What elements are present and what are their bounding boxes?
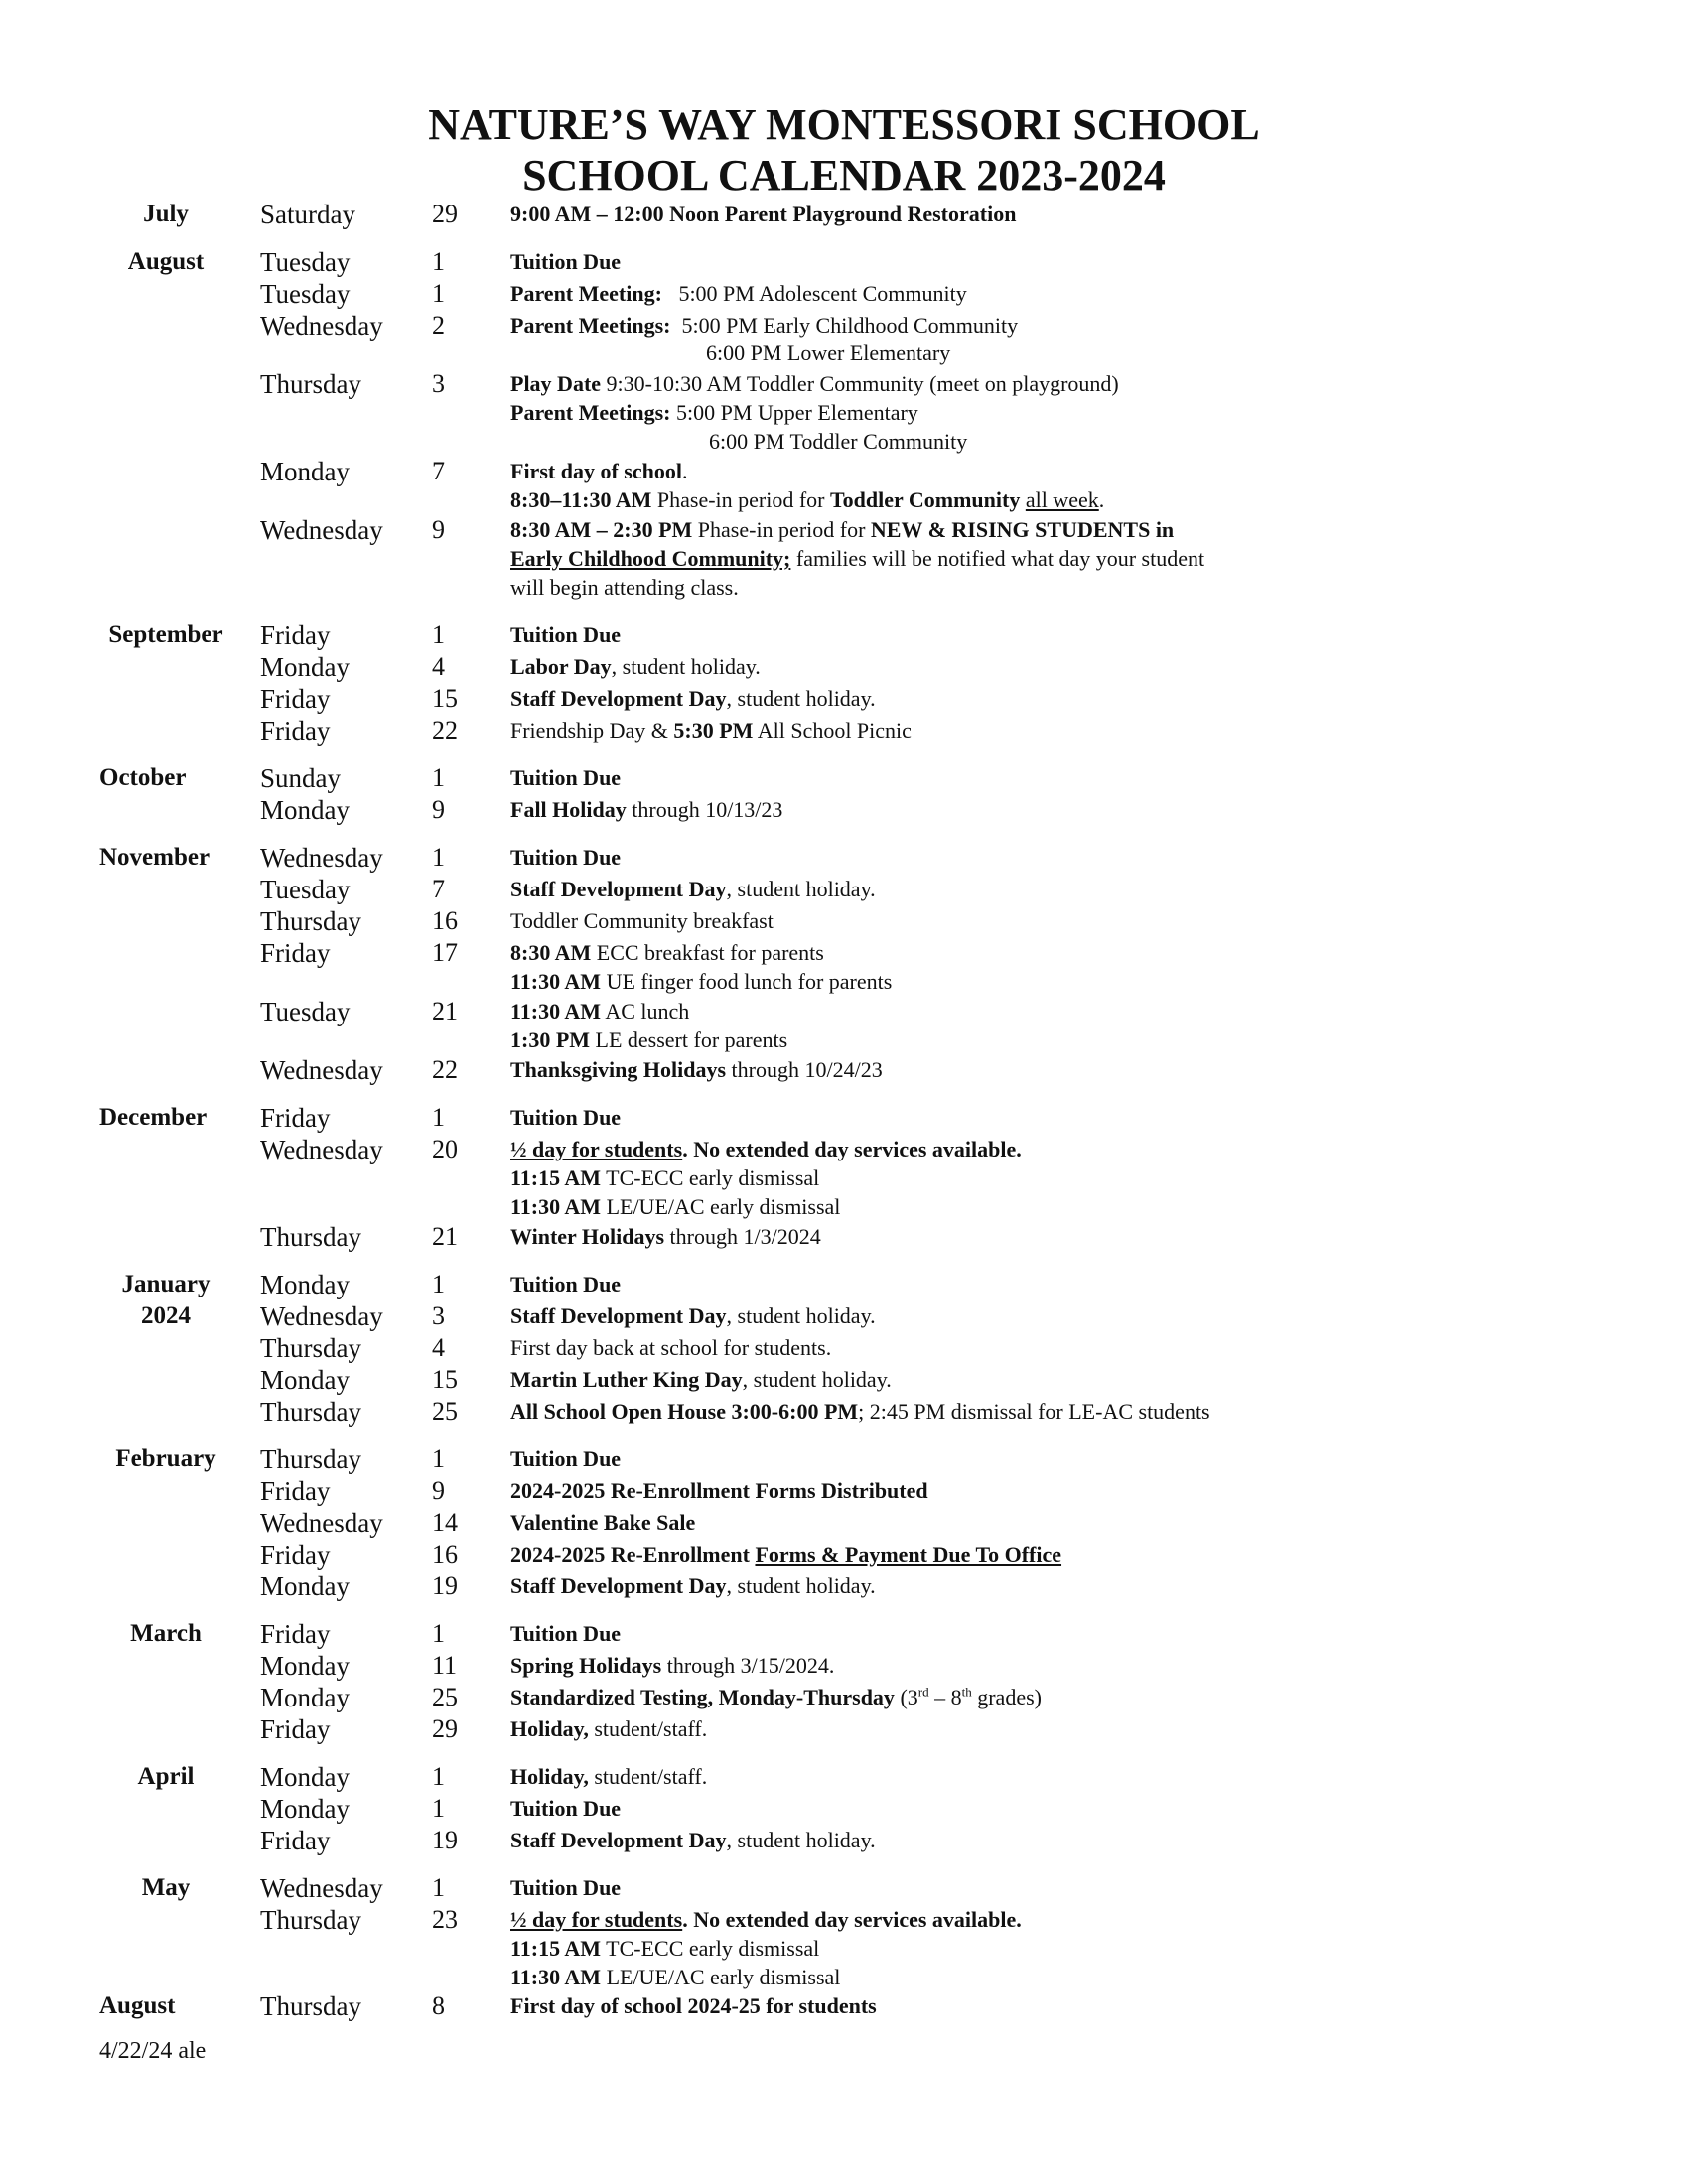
calendar-row <box>0 843 1688 873</box>
event-text <box>510 427 967 457</box>
event-detail-underlined: Early Childhood Community; <box>510 546 791 571</box>
event-detail: (3 <box>894 1685 918 1709</box>
day-name: Monday <box>260 1683 350 1712</box>
event-text <box>510 1683 1042 1712</box>
day-name: Monday <box>260 795 350 825</box>
day-number: 11 <box>432 1651 458 1680</box>
event-detail: 9:30-10:30 AM Toddler Community (meet on playground) <box>601 371 1119 396</box>
calendar-row <box>0 1135 1688 1164</box>
day-name: Monday <box>260 457 350 486</box>
day-name: Friday <box>260 1619 331 1649</box>
calendar-row <box>0 997 1688 1026</box>
event-detail: UE finger food lunch for parents <box>601 969 893 994</box>
event-label: Labor Day <box>510 654 612 679</box>
event-detail-bold: NEW & RISING STUDENTS in <box>870 517 1175 542</box>
event-time: 11:30 AM <box>510 969 602 994</box>
day-name: Wednesday <box>260 311 383 341</box>
event-detail-bold: Toddler Community <box>830 487 1021 512</box>
day-name: Wednesday <box>260 1301 383 1331</box>
event-text <box>510 716 912 746</box>
month-year-label: 2024 <box>141 1302 191 1329</box>
event-label: Holiday, <box>510 1764 589 1789</box>
day-name: Sunday <box>260 763 341 793</box>
event-label: Staff Development Day <box>510 1573 727 1598</box>
event-detail: student/staff. <box>588 1764 708 1789</box>
calendar-row <box>0 938 1688 968</box>
event-label: Winter Holidays <box>510 1224 665 1249</box>
event-detail: 6:00 PM Toddler Community <box>709 429 968 454</box>
event-detail: through 3/15/2024. <box>661 1653 835 1678</box>
day-name: Wednesday <box>260 843 383 873</box>
event-label: First day of school <box>510 459 682 483</box>
event-detail: ECC breakfast for parents <box>591 940 824 965</box>
event-text <box>510 544 1204 574</box>
calendar-row-continued <box>0 573 1688 603</box>
day-number: 15 <box>432 1365 458 1394</box>
event-text: Tuition Due <box>510 249 622 274</box>
event-time: 8:30 AM <box>510 940 592 965</box>
month-label: September <box>108 621 223 648</box>
day-name: Friday <box>260 716 331 746</box>
calendar-row-continued <box>0 1192 1688 1222</box>
day-name: Saturday <box>260 200 355 229</box>
day-name: Tuesday <box>260 997 351 1026</box>
event-text: will begin attending class. <box>510 575 739 600</box>
event-label: Spring Holidays <box>510 1653 662 1678</box>
event-detail: grades) <box>971 1685 1042 1709</box>
event-time: 11:30 AM <box>510 1965 602 1989</box>
day-name: Tuesday <box>260 875 351 904</box>
event-text: Tuition Due <box>510 1621 622 1646</box>
event-text: Valentine Bake Sale <box>510 1510 696 1535</box>
event-detail: 6:00 PM Lower Elementary <box>706 341 951 365</box>
day-number: 7 <box>432 875 445 903</box>
day-name: Wednesday <box>260 1508 383 1538</box>
month-label: May <box>141 1874 191 1901</box>
event-label: Standardized Testing, Monday-Thursday <box>510 1685 895 1709</box>
event-time: 11:30 AM <box>510 999 602 1024</box>
page-subtitle: SCHOOL CALENDAR 2023-2024 <box>522 151 1166 200</box>
day-number: 22 <box>432 716 458 745</box>
day-number: 23 <box>432 1905 458 1934</box>
calendar-row <box>0 1873 1688 1903</box>
calendar-row <box>0 279 1688 309</box>
event-label: All School Open House 3:00-6:00 PM <box>510 1399 859 1424</box>
page-title: NATURE’S WAY MONTESSORI SCHOOL <box>428 100 1260 149</box>
calendar-row <box>0 763 1688 793</box>
event-time: 5:30 PM <box>673 718 754 743</box>
day-name: Thursday <box>260 1222 361 1252</box>
event-text <box>510 1222 821 1252</box>
event-label: Staff Development Day <box>510 686 727 711</box>
day-name: Monday <box>260 1571 350 1601</box>
event-detail-underlined: ½ day for students <box>510 1137 683 1161</box>
event-text <box>510 1714 707 1744</box>
day-number: 1 <box>432 843 445 872</box>
event-text: Tuition Due <box>510 1796 622 1821</box>
event-detail: , student holiday. <box>742 1367 892 1392</box>
event-detail: . <box>681 459 688 483</box>
event-text <box>510 1826 876 1855</box>
day-number: 1 <box>432 279 445 308</box>
event-detail: families will be notified what day your student <box>790 546 1205 571</box>
event-detail: , student holiday. <box>726 877 876 901</box>
calendar-row <box>0 906 1688 936</box>
event-detail-underlined: ½ day for students <box>510 1907 683 1932</box>
calendar-row <box>0 620 1688 650</box>
calendar-row-continued <box>0 339 1688 368</box>
calendar-row <box>0 311 1688 341</box>
calendar-row <box>0 1476 1688 1506</box>
event-text <box>510 1163 819 1193</box>
calendar-row <box>0 1905 1688 1935</box>
event-text <box>510 652 761 682</box>
event-label: Parent Meetings: <box>510 313 671 338</box>
calendar-row <box>0 1619 1688 1649</box>
day-number: 20 <box>432 1135 458 1163</box>
month-label: April <box>137 1763 195 1790</box>
event-time: 8:30 AM – 2:30 PM <box>510 517 693 542</box>
day-number: 9 <box>432 1476 445 1505</box>
event-text: 2024-2025 Re-Enrollment Forms Distributed <box>510 1478 928 1503</box>
event-detail: through 10/24/23 <box>726 1057 883 1082</box>
event-detail: TC-ECC early dismissal <box>601 1936 820 1961</box>
calendar-row <box>0 795 1688 825</box>
calendar-row <box>0 1794 1688 1824</box>
event-detail: Phase-in period for <box>692 517 871 542</box>
event-label: Thanksgiving Holidays <box>510 1057 727 1082</box>
month-label: October <box>99 764 187 791</box>
day-name: Monday <box>260 1365 350 1395</box>
event-text <box>510 1905 1022 1935</box>
calendar-row <box>0 1301 1688 1331</box>
event-detail: through 1/3/2024 <box>664 1224 821 1249</box>
event-text <box>510 1397 1210 1427</box>
event-text: Tuition Due <box>510 1105 622 1130</box>
calendar-row-continued <box>0 485 1688 515</box>
day-name: Wednesday <box>260 1873 383 1903</box>
day-number: 9 <box>432 515 445 544</box>
event-time: 11:15 AM <box>510 1936 602 1961</box>
calendar-row <box>0 515 1688 545</box>
day-number: 17 <box>432 938 458 967</box>
event-text: Tuition Due <box>510 845 622 870</box>
calendar-row-continued <box>0 1025 1688 1055</box>
event-text: Tuition Due <box>510 1272 622 1297</box>
day-name: Thursday <box>260 1397 361 1427</box>
day-name: Friday <box>260 1103 331 1133</box>
day-number: 1 <box>432 1794 445 1823</box>
calendar-row <box>0 1222 1688 1252</box>
calendar-row <box>0 1991 1688 2021</box>
day-name: Monday <box>260 1651 350 1681</box>
calendar-row <box>0 1365 1688 1395</box>
day-number: 3 <box>432 369 445 398</box>
day-name: Monday <box>260 1762 350 1792</box>
event-detail: . No extended day services available. <box>682 1907 1022 1932</box>
day-name: Friday <box>260 1826 331 1855</box>
event-detail: , student holiday. <box>726 1303 876 1328</box>
day-number: 16 <box>432 906 458 935</box>
event-text <box>510 1540 1061 1570</box>
day-name: Monday <box>260 652 350 682</box>
event-label: Holiday, <box>510 1716 589 1741</box>
calendar-row-continued <box>0 398 1688 428</box>
day-number: 29 <box>432 1714 458 1743</box>
calendar-row <box>0 875 1688 904</box>
day-number: 4 <box>432 1333 445 1362</box>
event-detail: , student holiday. <box>726 1828 876 1852</box>
day-number: 21 <box>432 997 458 1025</box>
calendar-row <box>0 1397 1688 1427</box>
day-number: 9 <box>432 795 445 824</box>
month-label: February <box>115 1445 216 1472</box>
calendar-row <box>0 1103 1688 1133</box>
day-name: Tuesday <box>260 247 351 277</box>
calendar-row <box>0 1571 1688 1601</box>
day-number: 1 <box>432 1103 445 1132</box>
event-text <box>510 684 876 714</box>
day-name: Thursday <box>260 1991 361 2021</box>
event-label: Parent Meetings: <box>510 400 671 425</box>
calendar-row <box>0 457 1688 486</box>
event-detail: AC lunch <box>601 999 690 1024</box>
day-number: 1 <box>432 620 445 649</box>
calendar-row <box>0 1762 1688 1792</box>
event-detail: , student holiday. <box>611 654 761 679</box>
event-time: 11:15 AM <box>510 1165 602 1190</box>
day-number: 4 <box>432 652 445 681</box>
day-number: 16 <box>432 1540 458 1569</box>
calendar-row <box>0 1444 1688 1474</box>
event-text <box>510 795 782 825</box>
event-text <box>510 515 1174 545</box>
event-detail: 5:00 PM Early Childhood Community <box>681 313 1019 338</box>
day-name: Wednesday <box>260 515 383 545</box>
event-text: First day back at school for students. <box>510 1335 832 1360</box>
event-text: Toddler Community breakfast <box>510 908 774 933</box>
event-text <box>510 1055 883 1085</box>
event-detail-underlined: all week <box>1025 487 1099 512</box>
calendar-row-continued <box>0 544 1688 574</box>
event-text <box>510 1571 876 1601</box>
event-time: 8:30–11:30 AM <box>510 487 652 512</box>
calendar-row-continued <box>0 427 1688 457</box>
day-number: 15 <box>432 684 458 713</box>
event-text <box>510 1651 834 1681</box>
event-text <box>510 311 1018 341</box>
day-number: 7 <box>432 457 445 485</box>
day-number: 19 <box>432 1826 458 1854</box>
event-detail: – 8 <box>928 1685 962 1709</box>
event-detail: through 10/13/23 <box>626 797 783 822</box>
event-detail: , student holiday. <box>726 1573 876 1598</box>
calendar-row-continued <box>0 967 1688 997</box>
day-number: 1 <box>432 1270 445 1298</box>
event-label: Martin Luther King Day <box>510 1367 743 1392</box>
day-number: 1 <box>432 763 445 792</box>
event-label: Staff Development Day <box>510 1303 727 1328</box>
calendar-row-continued <box>0 1963 1688 1992</box>
day-name: Friday <box>260 1714 331 1744</box>
event-label: Parent Meeting: <box>510 281 662 306</box>
day-name: Friday <box>260 684 331 714</box>
event-time: 11:30 AM <box>510 1194 602 1219</box>
revision-note: 4/22/24 ale <box>99 2038 207 2064</box>
event-text: Tuition Due <box>510 1446 622 1471</box>
event-text <box>510 1365 892 1395</box>
event-text <box>510 997 689 1026</box>
day-number: 29 <box>432 200 458 228</box>
day-number: 14 <box>432 1508 458 1537</box>
calendar-row <box>0 1270 1688 1299</box>
day-number: 25 <box>432 1397 458 1426</box>
calendar-row <box>0 1540 1688 1570</box>
day-name: Wednesday <box>260 1055 383 1085</box>
day-name: Monday <box>260 1270 350 1299</box>
event-detail: LE/UE/AC early dismissal <box>601 1194 841 1219</box>
event-label: Staff Development Day <box>510 1828 727 1852</box>
calendar-row <box>0 1826 1688 1855</box>
event-text <box>510 1025 787 1055</box>
event-detail-underlined: Forms & Payment Due To Office <box>755 1542 1062 1567</box>
month-label: December <box>99 1104 208 1131</box>
day-name: Thursday <box>260 906 361 936</box>
day-number: 19 <box>432 1571 458 1600</box>
calendar-row <box>0 247 1688 277</box>
event-text <box>510 485 1104 515</box>
event-detail: 5:00 PM Adolescent Community <box>678 281 967 306</box>
event-text <box>510 1762 707 1792</box>
event-text <box>510 938 824 968</box>
day-number: 1 <box>432 1444 445 1473</box>
event-detail: , student holiday. <box>726 686 876 711</box>
event-text <box>510 1192 840 1222</box>
event-text <box>510 1301 876 1331</box>
calendar-row <box>0 1683 1688 1712</box>
day-number: 2 <box>432 311 445 340</box>
event-label: Staff Development Day <box>510 877 727 901</box>
month-label: August <box>99 1992 176 2019</box>
calendar-row <box>0 369 1688 399</box>
event-label: Play Date <box>510 371 602 396</box>
event-detail: 2024-2025 Re-Enrollment <box>510 1542 756 1567</box>
event-detail: LE/UE/AC early dismissal <box>601 1965 841 1989</box>
day-number: 1 <box>432 1762 445 1791</box>
ordinal-suffix: th <box>961 1684 972 1700</box>
event-text <box>510 1135 1022 1164</box>
event-label: Fall Holiday <box>510 797 627 822</box>
calendar-row <box>0 1651 1688 1681</box>
event-detail: All School Picnic <box>753 718 912 743</box>
event-detail: ; 2:45 PM dismissal for LE-AC students <box>858 1399 1210 1424</box>
month-label: March <box>130 1620 202 1647</box>
event-text <box>510 1934 819 1964</box>
day-name: Thursday <box>260 1333 361 1363</box>
month-label: November <box>99 844 211 871</box>
calendar-row-continued <box>0 1163 1688 1193</box>
month-label: July <box>143 201 189 227</box>
day-number: 22 <box>432 1055 458 1084</box>
day-number: 8 <box>432 1991 445 2020</box>
day-name: Friday <box>260 620 331 650</box>
event-text: First day of school 2024-25 for students <box>510 1993 877 2018</box>
event-text <box>510 875 876 904</box>
day-number: 1 <box>432 247 445 276</box>
event-detail: student/staff. <box>588 1716 708 1741</box>
event-detail: . <box>1098 487 1105 512</box>
calendar-row <box>0 1333 1688 1363</box>
event-text <box>510 457 687 486</box>
event-detail: Phase-in period for <box>651 487 831 512</box>
event-text <box>510 279 967 309</box>
event-text: 9:00 AM – 12:00 Noon Parent Playground Restoration <box>510 202 1017 226</box>
event-time: 1:30 PM <box>510 1027 591 1052</box>
event-detail: Friendship Day & <box>510 718 674 743</box>
day-name: Friday <box>260 1540 331 1570</box>
event-text <box>510 369 1119 399</box>
event-text: Tuition Due <box>510 1875 622 1900</box>
day-number: 3 <box>432 1301 445 1330</box>
event-text: Tuition Due <box>510 765 622 790</box>
calendar-row <box>0 652 1688 682</box>
event-text <box>510 967 892 997</box>
event-detail: . No extended day services available. <box>682 1137 1022 1161</box>
calendar-row-continued <box>0 1934 1688 1964</box>
day-number: 21 <box>432 1222 458 1251</box>
day-number: 1 <box>432 1619 445 1648</box>
event-text <box>510 398 918 428</box>
day-name: Monday <box>260 1794 350 1824</box>
calendar-row <box>0 716 1688 746</box>
event-text <box>510 339 950 368</box>
month-label: August <box>127 248 205 275</box>
day-number: 25 <box>432 1683 458 1711</box>
day-name: Wednesday <box>260 1135 383 1164</box>
calendar-row <box>0 200 1688 229</box>
day-name: Friday <box>260 1476 331 1506</box>
event-text: Tuition Due <box>510 622 622 647</box>
calendar-row <box>0 1055 1688 1085</box>
day-name: Friday <box>260 938 331 968</box>
event-detail: TC-ECC early dismissal <box>601 1165 820 1190</box>
calendar-row <box>0 1508 1688 1538</box>
event-detail: 5:00 PM Upper Elementary <box>670 400 918 425</box>
day-name: Thursday <box>260 1444 361 1474</box>
calendar-row <box>0 684 1688 714</box>
day-name: Thursday <box>260 1905 361 1935</box>
calendar-row <box>0 1714 1688 1744</box>
event-detail: LE dessert for parents <box>590 1027 788 1052</box>
month-label: January <box>121 1271 211 1297</box>
day-name: Tuesday <box>260 279 351 309</box>
day-name: Thursday <box>260 369 361 399</box>
day-number: 1 <box>432 1873 445 1902</box>
ordinal-suffix: rd <box>917 1684 929 1700</box>
event-text <box>510 1963 840 1992</box>
